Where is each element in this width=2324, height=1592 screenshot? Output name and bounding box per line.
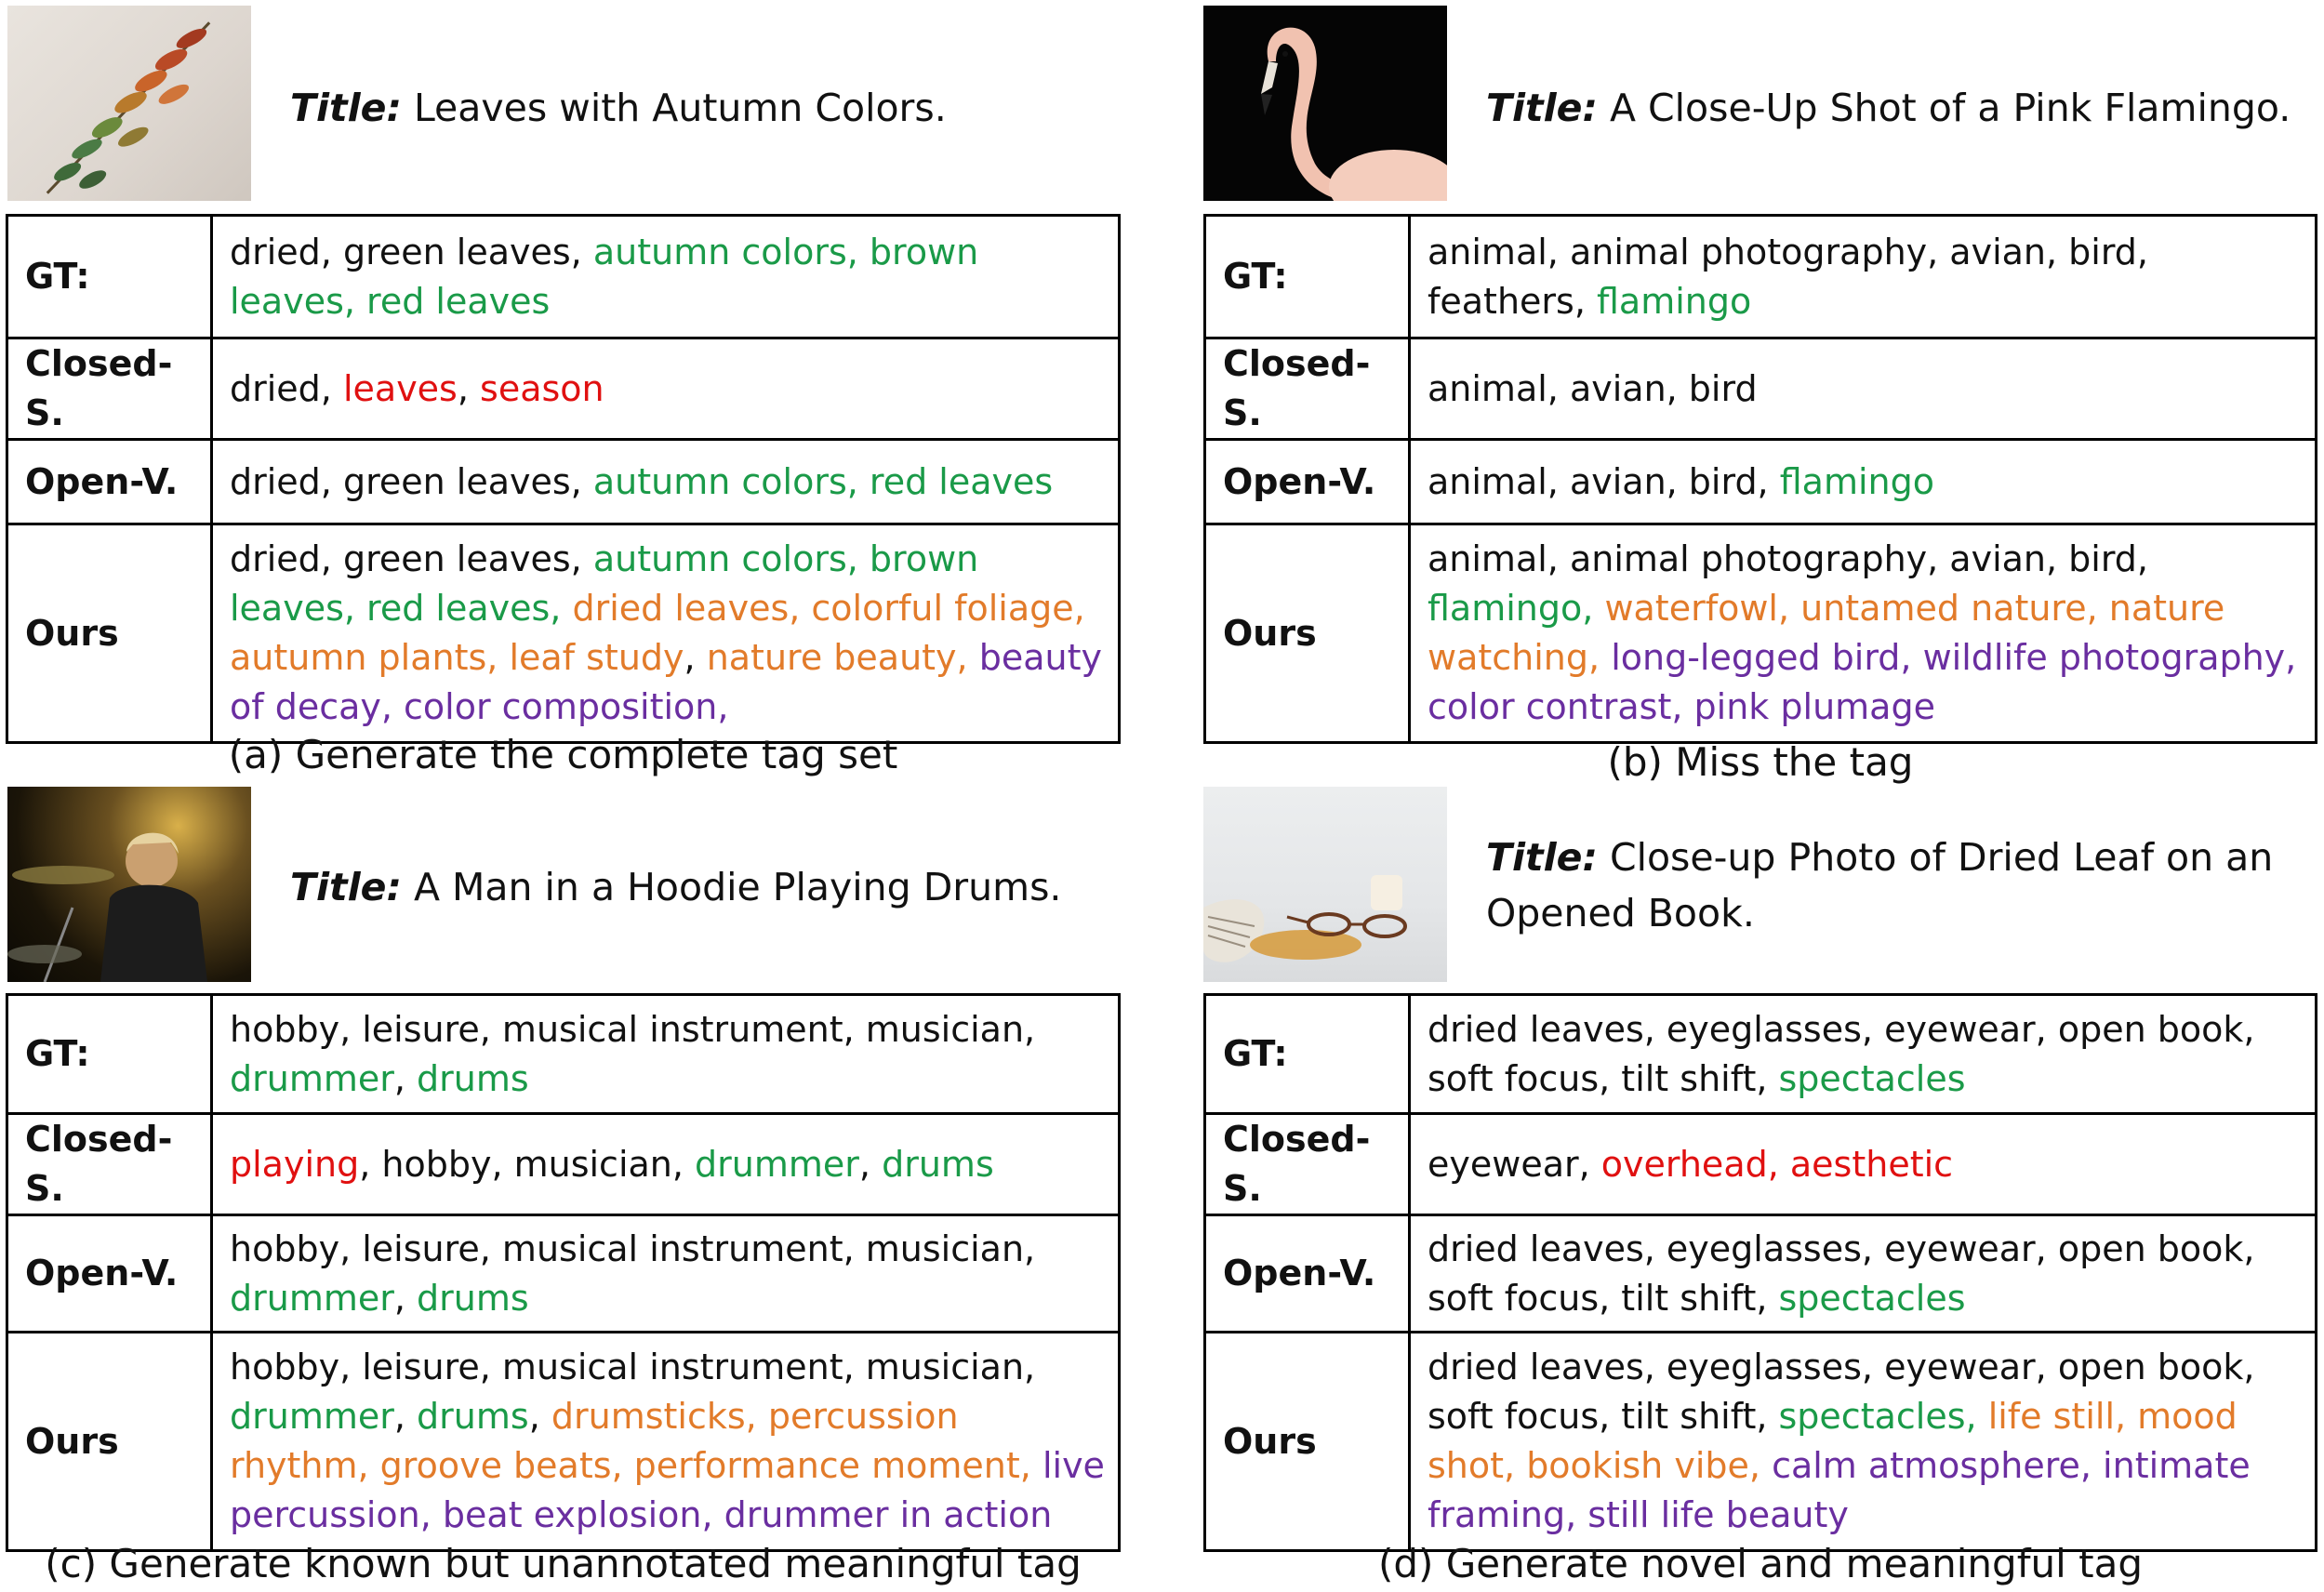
caption-a: (a) Generate the complete tag set (228, 732, 898, 777)
plain-tags: , (457, 367, 481, 409)
tags-gt (212, 995, 1120, 1114)
drummer-thumbnail (7, 787, 251, 982)
row-label-open-v: Open-V. (7, 440, 212, 524)
matched-tags: autumn colors, brown leaves, red leaves, (230, 538, 979, 629)
plain-tags (1760, 1445, 1772, 1486)
plain-tags: dried, (230, 367, 343, 409)
caption-d: (d) Generate novel and meaningful tag (1377, 1541, 2144, 1586)
caption-c: (c) Generate known but unannotated meaningful tag (45, 1541, 1082, 1586)
known-extra-tags: life still, mood shot, bookish vibe, (1428, 1396, 2238, 1486)
tags-gt (212, 216, 1120, 338)
wrong-tags: leaves (342, 367, 458, 409)
matched-tags: flamingo (1596, 280, 1752, 322)
title-text: Leaves with Autumn Colors. (413, 86, 947, 130)
row-label-gt: GT: (7, 995, 212, 1114)
known-extra-tags: dried leaves, colorful foliage, autumn plants, leaf study (230, 588, 1085, 678)
plain-tags: , (393, 1396, 418, 1437)
row-label-ours: Ours (1205, 1333, 1410, 1551)
panel-d-table (1203, 993, 2317, 1552)
plain-tags: animal, animal photography, avian, bird, (1428, 538, 2148, 579)
plain-tags (968, 637, 979, 678)
matched-tags: drums (417, 1057, 529, 1099)
plain-tags: hobby, leisure, musical instrument, musician, (230, 1227, 1036, 1269)
known-extra-tags: nature beauty, (706, 637, 968, 678)
caption-b: (b) Miss the tag (1607, 739, 1914, 785)
panel-d-title (1486, 829, 2295, 941)
tags-closed-s (1410, 1114, 2317, 1215)
plain-tags: dried, green leaves, (230, 231, 593, 272)
matched-tags: flamingo (1779, 460, 1934, 502)
panel-a-title (290, 80, 1127, 136)
panel-c-title (290, 859, 1127, 915)
plain-tags: dried leaves, eyeglasses, eyewear, open book, soft focus, tilt shift, (1428, 1008, 2255, 1099)
panel-c-table (6, 993, 1121, 1552)
tags-open-v (212, 440, 1120, 524)
plain-tags: dried leaves, eyeglasses, eyewear, open book, soft focus, tilt shift, (1428, 1347, 2255, 1437)
flamingo-thumbnail (1203, 6, 1447, 201)
row-label-gt: GT: (1205, 216, 1410, 338)
matched-tags: drummer (230, 1057, 394, 1099)
wrong-tags: playing (230, 1143, 360, 1185)
row-label-gt: GT: (1205, 995, 1410, 1114)
novel-tags: live percussion, beat explosion, drummer in action (230, 1445, 1105, 1535)
wrong-tags: overhead, aesthetic (1600, 1143, 1954, 1185)
title-key: Title: (290, 865, 402, 909)
tags-ours (212, 1333, 1120, 1551)
plain-tags: , (393, 1277, 418, 1319)
title-key: Title: (1486, 86, 1598, 130)
matched-tags: spectacles (1778, 1277, 1966, 1319)
row-label-open-v: Open-V. (7, 1215, 212, 1333)
matched-tags: flamingo, (1428, 588, 1594, 629)
row-label-gt: GT: (7, 216, 212, 338)
tags-ours (1410, 524, 2317, 743)
plain-tags: dried, green leaves, (230, 460, 593, 502)
plain-tags (1031, 1445, 1042, 1486)
plain-tags: animal, avian, bird, (1428, 460, 1780, 502)
plain-tags: dried, green leaves, (230, 538, 593, 579)
title-key: Title: (290, 86, 402, 130)
matched-tags: spectacles (1778, 1057, 1966, 1099)
plain-tags (1593, 588, 1604, 629)
novel-tags: beauty of decay, color composition, (230, 637, 1102, 727)
matched-tags: drums (882, 1143, 994, 1185)
book-leaf-thumbnail (1203, 787, 1447, 982)
plain-tags (1977, 1396, 1988, 1437)
title-text: Close-up Photo of Dried Leaf on an Opened Book. (1486, 835, 2274, 935)
panel-b-table (1203, 214, 2317, 744)
tags-open-v (1410, 440, 2317, 524)
known-extra-tags: drumsticks, percussion rhythm, groove beats, performance moment, (230, 1396, 1031, 1486)
tags-ours (1410, 1333, 2317, 1551)
panel-b-title (1486, 80, 2314, 136)
plain-tags: hobby, leisure, musical instrument, musician, (230, 1347, 1036, 1387)
plain-tags: animal, avian, bird (1428, 367, 1758, 409)
matched-tags: drummer (695, 1143, 859, 1185)
title-text: A Man in a Hoodie Playing Drums. (413, 865, 1062, 909)
plain-tags: , hobby, musician, (359, 1143, 696, 1185)
known-extra-tags: waterfowl, untamed nature, nature watching, (1428, 588, 2225, 678)
title-text: A Close-Up Shot of a Pink Flamingo. (1609, 86, 2291, 130)
plain-tags: eyewear, (1428, 1143, 1601, 1185)
row-label-open-v: Open-V. (1205, 440, 1410, 524)
plain-tags (561, 588, 572, 629)
tags-open-v (1410, 1215, 2317, 1333)
matched-tags: drums (417, 1277, 529, 1319)
matched-tags: drums (417, 1396, 529, 1437)
plain-tags (1600, 637, 1611, 678)
plain-tags: , (858, 1143, 883, 1185)
matched-tags: spectacles, (1778, 1396, 1977, 1437)
matched-tags: drummer (230, 1277, 394, 1319)
panel-a-table (6, 214, 1121, 744)
tags-open-v (212, 1215, 1120, 1333)
row-label-ours: Ours (7, 1333, 212, 1551)
row-label-open-v: Open-V. (1205, 1215, 1410, 1333)
title-key: Title: (1486, 835, 1598, 880)
plain-tags: , (528, 1396, 551, 1437)
novel-tags: long-legged bird, wildlife photography, color contrast, pink plumage (1428, 637, 2297, 727)
plain-tags: , (393, 1057, 418, 1099)
plain-tags: animal, animal photography, avian, bird, feathers, (1428, 231, 2148, 322)
plain-tags: dried leaves, eyeglasses, eyewear, open book, soft focus, tilt shift, (1428, 1227, 2255, 1319)
row-label-closed-s: Closed-S. (1205, 1114, 1410, 1215)
tags-closed-s (212, 338, 1120, 440)
tags-gt (1410, 995, 2317, 1114)
row-label-ours: Ours (7, 524, 212, 743)
tags-gt (1410, 216, 2317, 338)
matched-tags: drummer (230, 1396, 394, 1437)
row-label-closed-s: Closed-S. (1205, 338, 1410, 440)
plain-tags: , (684, 637, 707, 678)
tags-closed-s (212, 1114, 1120, 1215)
leaves-thumbnail (7, 6, 251, 201)
novel-tags: calm atmosphere, intimate framing, still life beauty (1428, 1445, 2251, 1535)
row-label-closed-s: Closed-S. (7, 338, 212, 440)
row-label-closed-s: Closed-S. (7, 1114, 212, 1215)
tags-closed-s (1410, 338, 2317, 440)
matched-tags: autumn colors, brown leaves, red leaves (230, 231, 979, 322)
wrong-tags: season (480, 367, 604, 409)
row-label-ours: Ours (1205, 524, 1410, 743)
plain-tags: hobby, leisure, musical instrument, musician, (230, 1008, 1036, 1050)
matched-tags: autumn colors, red leaves (592, 460, 1054, 502)
tags-ours (212, 524, 1120, 743)
